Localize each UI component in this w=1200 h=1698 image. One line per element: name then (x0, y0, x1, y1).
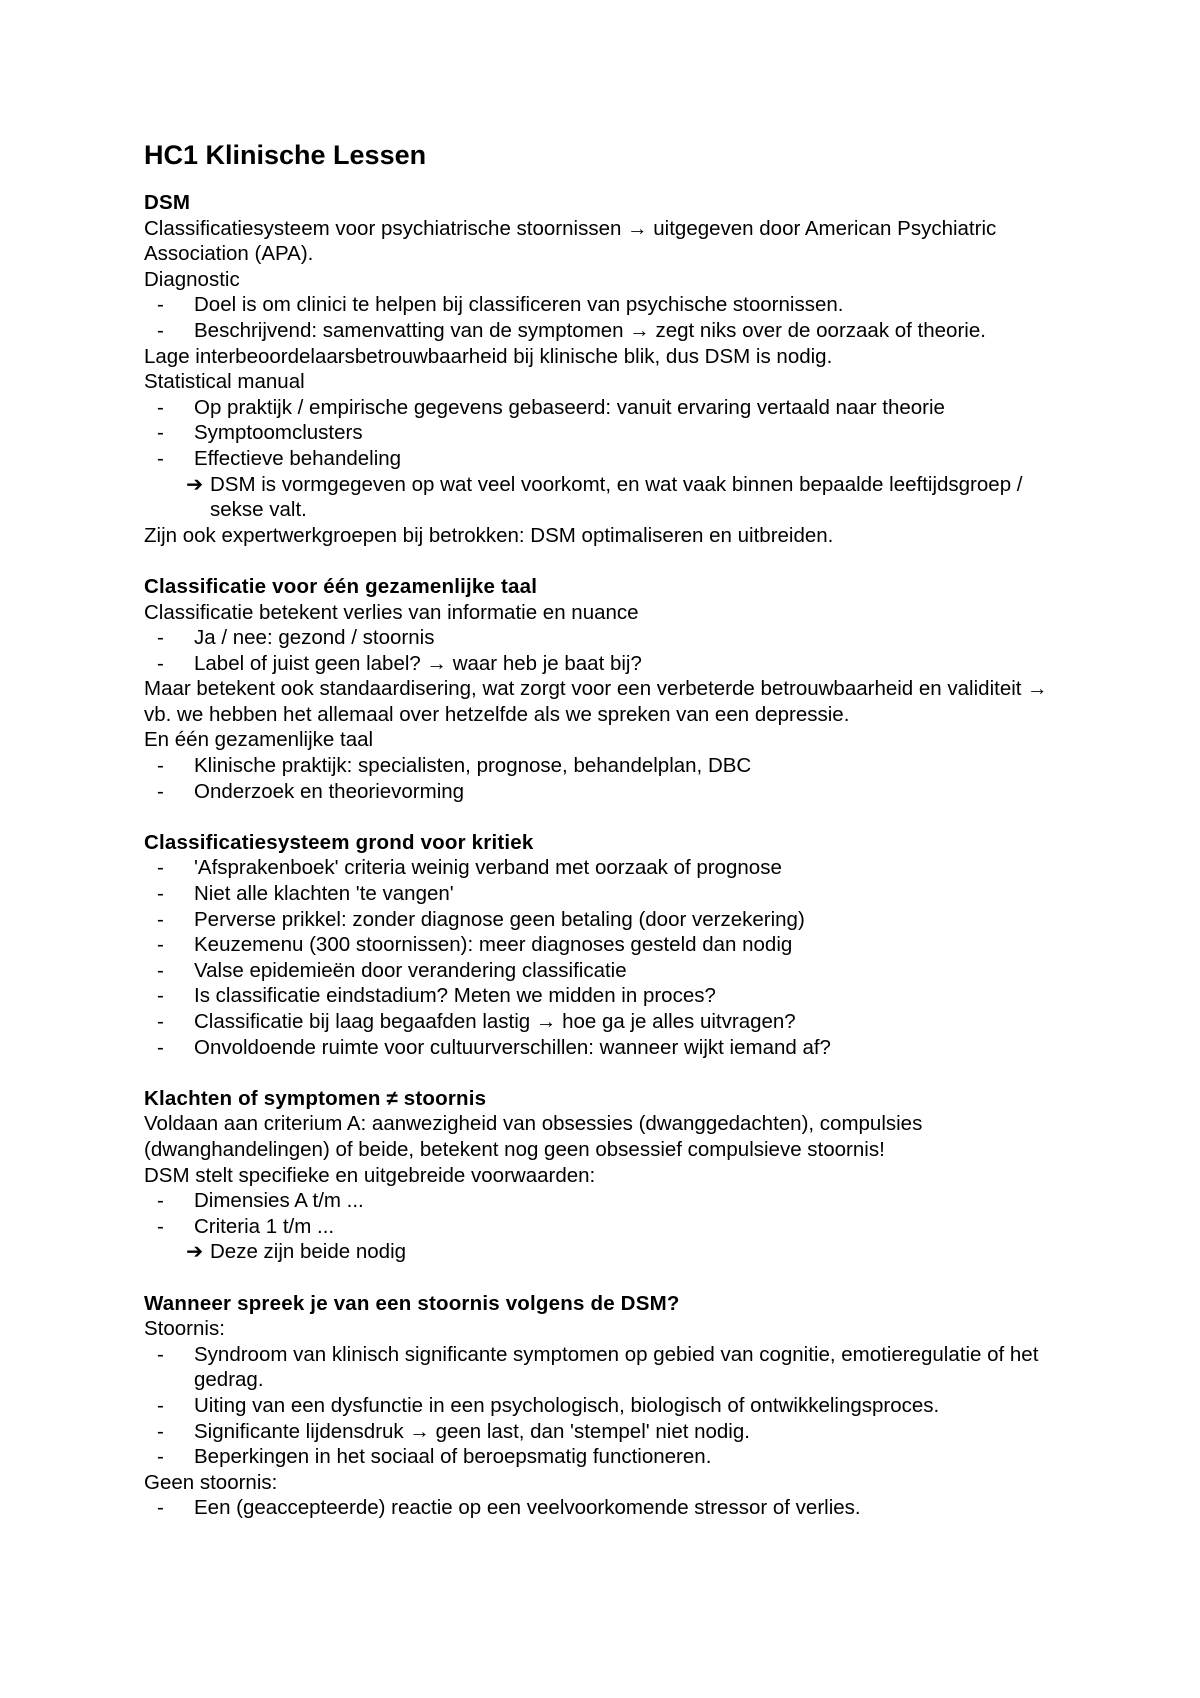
dash-bullet-icon: - (157, 626, 164, 650)
list-item (144, 1035, 1074, 1061)
dash-bullet-icon: - (157, 421, 164, 445)
dash-bullet-icon: - (157, 958, 164, 982)
list-item-text: Classificatie bij laag begaafden lastig → hoe ga je alles uitvragen? (194, 1010, 796, 1033)
list-item (144, 318, 1074, 344)
list-item (144, 446, 1074, 472)
list-item (144, 932, 1074, 958)
list-item-text: Symptoomclusters (194, 421, 363, 445)
list-item-text: Uiting van een dysfunctie in een psychologisch, biologisch of ontwikkelingsproces. (194, 1393, 940, 1417)
list-item (144, 958, 1074, 984)
arrow-bullet-icon: ➔ (186, 1239, 204, 1264)
list-item (144, 753, 1074, 779)
paragraph: Diagnostic (144, 267, 240, 291)
list-item (144, 1188, 1074, 1214)
arrow-bullet-icon: ➔ (186, 471, 204, 496)
dash-bullet-icon: - (157, 779, 164, 803)
paragraph: Maar betekent ook standaardisering, wat zorgt voor een verbeterde betrouwbaarheid en validiteit → vb. we hebben het allemaal over hetzelfde als we spreken van een depressie. (144, 677, 1048, 726)
dash-bullet-icon: - (157, 1393, 164, 1417)
list-item-text: Valse epidemieën door verandering classificatie (194, 958, 627, 982)
list-item-text: Label of juist geen label? → waar heb je baat bij? (194, 651, 642, 675)
dash-bullet-icon: - (157, 1445, 164, 1469)
dash-bullet-icon: - (157, 651, 164, 675)
list-item (144, 779, 1074, 805)
list-item (144, 1214, 1074, 1240)
list-item (144, 1342, 1074, 1393)
list-item (144, 395, 1074, 421)
list-item-text: Niet alle klachten 'te vangen' (194, 882, 454, 906)
section (144, 1291, 1074, 1521)
list-item (144, 983, 1074, 1009)
paragraph: Geen stoornis: (144, 1470, 278, 1494)
section-heading: Classificatie voor één gezamenlijke taal (144, 574, 538, 598)
dash-bullet-icon: - (157, 446, 164, 470)
dash-bullet-icon: - (157, 1189, 164, 1213)
list-item-text: Dimensies A t/m ... (194, 1189, 364, 1213)
dash-bullet-icon: - (157, 1496, 164, 1520)
list-item-text: Klinische praktijk: specialisten, prognose, behandelplan, DBC (194, 754, 752, 778)
arrow-list-item (144, 1239, 1074, 1265)
dash-bullet-icon: - (157, 1214, 164, 1238)
list-item (144, 881, 1074, 907)
list-item-text: Syndroom van klinisch significante symptomen op gebied van cognitie, emotieregulatie of het gedrag. (194, 1342, 1039, 1392)
section (144, 830, 1074, 1060)
list-item-text: Perverse prikkel: zonder diagnose geen betaling (door verzekering) (194, 907, 805, 931)
list-item (144, 292, 1074, 318)
section-heading: Classificatiesysteem grond voor kritiek (144, 830, 534, 854)
dash-bullet-icon: - (157, 1035, 164, 1059)
dash-bullet-icon: - (157, 318, 164, 342)
list-item-text: Significante lijdensdruk → geen last, dan 'stempel' niet nodig. (194, 1419, 750, 1443)
paragraph: En één gezamenlijke taal (144, 728, 374, 752)
list-item (144, 1495, 1074, 1521)
list-item-text: Een (geaccepteerde) reactie op een veelvoorkomende stressor of verlies. (194, 1496, 861, 1520)
document-page (144, 138, 1074, 1546)
list-item-text: Doel is om clinici te helpen bij classificeren van psychische stoornissen. (194, 293, 844, 317)
arrow-item-text: DSM is vormgegeven op wat veel voorkomt, en wat vaak binnen bepaalde leeftijdsgroep / sekse valt. (210, 472, 1023, 522)
dash-bullet-icon: - (157, 754, 164, 778)
section-heading: Wanneer spreek je van een stoornis volgens de DSM? (144, 1291, 680, 1315)
paragraph: Statistical manual (144, 370, 305, 394)
dash-bullet-icon: - (157, 1419, 164, 1443)
section (144, 190, 1074, 548)
document-body (144, 190, 1074, 1521)
list-item-text: Onvoldoende ruimte voor cultuurverschillen: wanneer wijkt iemand af? (194, 1035, 831, 1059)
list-item-text: Effectieve behandeling (194, 446, 402, 470)
dash-bullet-icon: - (157, 984, 164, 1008)
dash-bullet-icon: - (157, 1010, 164, 1033)
list-item (144, 855, 1074, 881)
list-item-text: 'Afsprakenboek' criteria weinig verband met oorzaak of prognose (194, 856, 782, 880)
dash-bullet-icon: - (157, 1342, 164, 1366)
arrow-list-item (144, 472, 1074, 523)
list-item (144, 1393, 1074, 1419)
paragraph: Voldaan aan criterium A: aanwezigheid van obsessies (dwanggedachten), compulsies (dwanghandelingen) of beide, betekent nog geen obsessief compulsieve stoornis! (144, 1112, 923, 1161)
list-item (144, 651, 1074, 677)
section-heading: DSM (144, 191, 191, 214)
list-item (144, 907, 1074, 933)
dash-bullet-icon: - (157, 395, 164, 419)
list-item (144, 1009, 1074, 1035)
list-item-text: Beschrijvend: samenvatting van de symptomen → zegt niks over de oorzaak of theorie. (194, 318, 986, 342)
list-item-text: Criteria 1 t/m ... (194, 1214, 335, 1238)
paragraph: Lage interbeoordelaarsbetrouwbaarheid bij klinische blik, dus DSM is nodig. (144, 344, 833, 368)
list-item-text: Is classificatie eindstadium? Meten we midden in proces? (194, 984, 716, 1008)
dash-bullet-icon: - (157, 293, 164, 317)
document-title: HC1 Klinische Lessen (144, 140, 427, 170)
section (144, 1086, 1074, 1265)
list-item (144, 1444, 1074, 1470)
paragraph: Zijn ook expertwerkgroepen bij betrokken: DSM optimaliseren en uitbreiden. (144, 523, 834, 547)
list-item-text: Beperkingen in het sociaal of beroepsmatig functioneren. (194, 1445, 712, 1469)
dash-bullet-icon: - (157, 882, 164, 906)
list-item (144, 1419, 1074, 1445)
dash-bullet-icon: - (157, 907, 164, 931)
list-item (144, 420, 1074, 446)
list-item (144, 625, 1074, 651)
list-item-text: Ja / nee: gezond / stoornis (194, 626, 435, 650)
dash-bullet-icon: - (157, 856, 164, 880)
paragraph: Classificatie betekent verlies van informatie en nuance (144, 600, 639, 624)
list-item-text: Onderzoek en theorievorming (194, 779, 465, 803)
paragraph: Classificatiesysteem voor psychiatrische stoornissen → uitgegeven door American Psychiatric Association (APA). (144, 216, 997, 266)
section (144, 574, 1074, 804)
section-heading: Klachten of symptomen ≠ stoornis (144, 1086, 487, 1110)
list-item-text: Op praktijk / empirische gegevens gebaseerd: vanuit ervaring vertaald naar theorie (194, 395, 945, 419)
dash-bullet-icon: - (157, 933, 164, 957)
arrow-item-text: Deze zijn beide nodig (210, 1240, 407, 1264)
paragraph: DSM stelt specifieke en uitgebreide voorwaarden: (144, 1163, 596, 1187)
paragraph: Stoornis: (144, 1317, 225, 1341)
list-item-text: Keuzemenu (300 stoornissen): meer diagnoses gesteld dan nodig (194, 933, 793, 957)
